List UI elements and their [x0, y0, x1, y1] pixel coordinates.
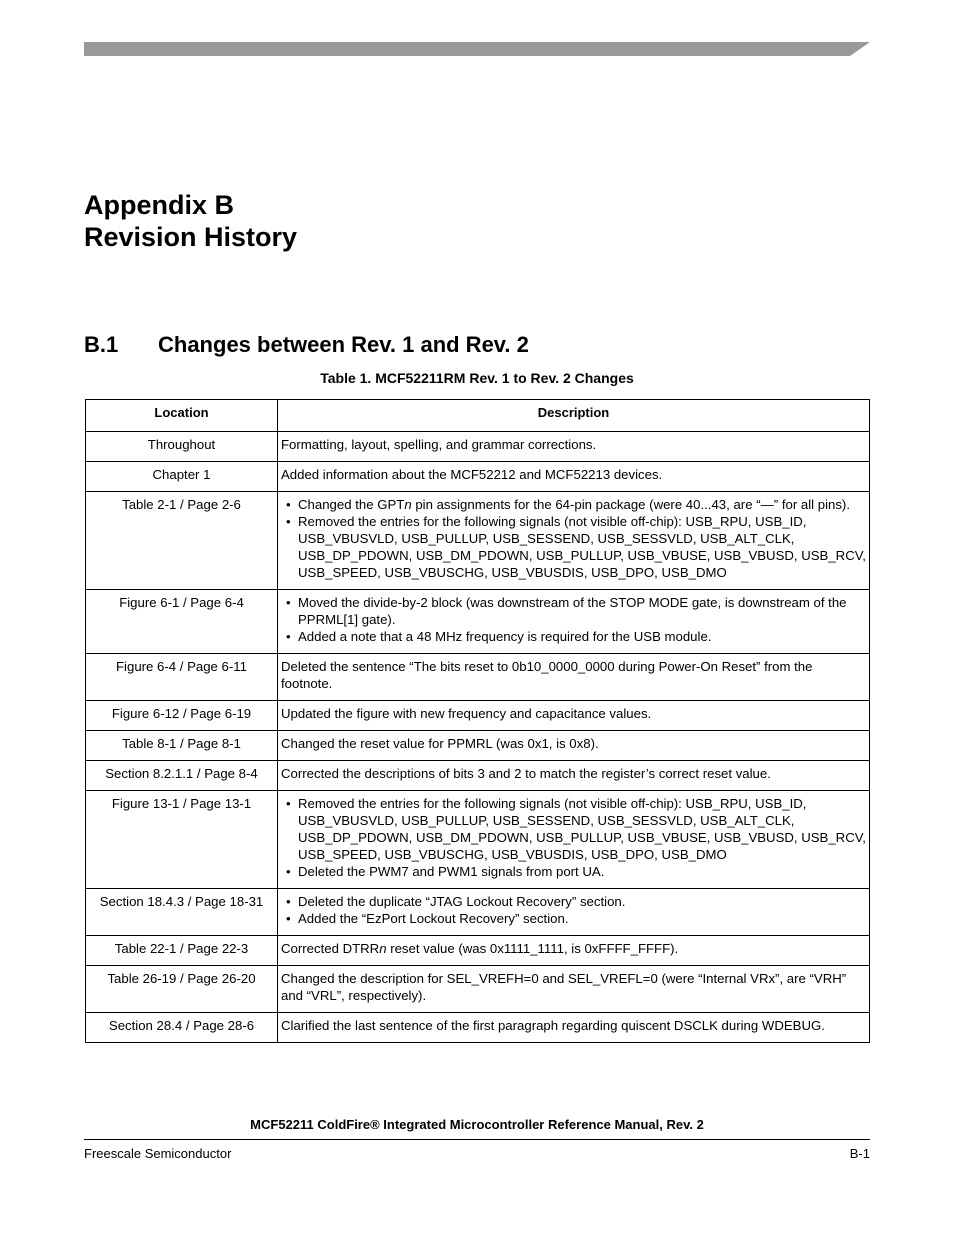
bullet-list — [281, 893, 866, 927]
cell-description — [278, 889, 870, 936]
appendix-title — [84, 189, 297, 253]
appendix-label: Appendix B — [84, 190, 235, 220]
header-bar — [84, 42, 870, 56]
column-header-location: Location — [86, 400, 278, 432]
cell-description: Updated the figure with new frequency and capacitance values. — [278, 701, 870, 731]
bullet-item: • Removed the entries for the following signals (not visible off-chip): USB_RPU, USB_ID, USB_VBUSVLD, USB_PULLUP, USB_SESSEND, USB_SESSVLD, USB_ALT_CLK, USB_DP_PDOWN, USB_DM_PDOWN, USB_PULLUP, USB_VBUSE, USB_VBUSD, USB_RCV, USB_SPEED, USB_VBUSCHG, USB_VBUSDIS, USB_DPO, USB_DMO — [281, 795, 866, 863]
bullet-item: • Deleted the PWM7 and PWM1 signals from port UA. — [281, 863, 866, 880]
cell-description: Changed the reset value for PPMRL (was 0x1, is 0x8). — [278, 731, 870, 761]
cell-location: Table 2-1 / Page 2-6 — [86, 492, 278, 590]
bullet-item: • Moved the divide-by-2 block (was downstream of the STOP MODE gate, is downstream of the PPRML[1] gate). — [281, 594, 866, 628]
cell-description: Added information about the MCF52212 and MCF52213 devices. — [278, 462, 870, 492]
cell-location: Table 8-1 / Page 8-1 — [86, 731, 278, 761]
table-row — [86, 432, 870, 462]
table-row — [86, 761, 870, 791]
table-body — [86, 432, 870, 1043]
table-row — [86, 701, 870, 731]
bullet-item: • Changed the GPTn pin assignments for the 64-pin package (were 40...43, are “—” for all pins). — [281, 496, 866, 513]
bullet-item: • Added the “EzPort Lockout Recovery” section. — [281, 910, 866, 927]
cell-location: Figure 6-1 / Page 6-4 — [86, 590, 278, 654]
section-heading — [84, 331, 529, 359]
footer-manual-title: MCF52211 ColdFire® Integrated Microcontroller Reference Manual, Rev. 2 — [250, 1117, 704, 1132]
cell-location: Figure 6-12 / Page 6-19 — [86, 701, 278, 731]
cell-location: Figure 6-4 / Page 6-11 — [86, 654, 278, 701]
cell-location: Throughout — [86, 432, 278, 462]
table-row — [86, 590, 870, 654]
appendix-subtitle: Revision History — [84, 222, 298, 252]
table-caption: Table 1. MCF52211RM Rev. 1 to Rev. 2 Changes — [320, 370, 634, 386]
cell-description: Changed the description for SEL_VREFH=0 and SEL_VREFL=0 (were “Internal VRx”, are “VRH” and “VRL”, respectively). — [278, 966, 870, 1013]
bullet-list — [281, 594, 866, 645]
cell-location: Chapter 1 — [86, 462, 278, 492]
cell-location: Section 18.4.3 / Page 18-31 — [86, 889, 278, 936]
table-row — [86, 966, 870, 1013]
cell-location: Section 8.2.1.1 / Page 8-4 — [86, 761, 278, 791]
table-row — [86, 936, 870, 966]
table-row — [86, 492, 870, 590]
column-header-description: Description — [278, 400, 870, 432]
bullet-item: • Added a note that a 48 MHz frequency is required for the USB module. — [281, 628, 866, 645]
table-row — [86, 889, 870, 936]
cell-description — [278, 791, 870, 889]
table-header-row — [86, 400, 870, 432]
bullet-list — [281, 496, 866, 581]
cell-description — [278, 590, 870, 654]
cell-description — [278, 492, 870, 590]
cell-location: Section 28.4 / Page 28-6 — [86, 1013, 278, 1043]
bullet-item: • Deleted the duplicate “JTAG Lockout Recovery” section. — [281, 893, 866, 910]
table-row — [86, 791, 870, 889]
cell-description: Deleted the sentence “The bits reset to 0b10_0000_0000 during Power-On Reset” from the footnote. — [278, 654, 870, 701]
cell-description: Clarified the last sentence of the first paragraph regarding quiscent DSCLK during WDEBUG. — [278, 1013, 870, 1043]
table-row — [86, 1013, 870, 1043]
footer-company: Freescale Semiconductor — [84, 1146, 232, 1161]
bullet-item: • Removed the entries for the following signals (not visible off-chip): USB_RPU, USB_ID, USB_VBUSVLD, USB_PULLUP, USB_SESSEND, USB_SESSVLD, USB_ALT_CLK, USB_DP_PDOWN, USB_DM_PDOWN, USB_PULLUP, USB_VBUSE, USB_VBUSD, USB_RCV, USB_SPEED, USB_VBUSCHG, USB_VBUSDIS, USB_DPO, USB_DMO — [281, 513, 866, 581]
table-row — [86, 731, 870, 761]
footer-page-number: B-1 — [849, 1146, 870, 1161]
table-row — [86, 654, 870, 701]
cell-description: Formatting, layout, spelling, and grammar corrections. — [278, 432, 870, 462]
footer-divider — [84, 1139, 870, 1140]
section-title: Changes between Rev. 1 and Rev. 2 — [158, 332, 529, 357]
cell-location: Figure 13-1 / Page 13-1 — [86, 791, 278, 889]
table-row — [86, 462, 870, 492]
cell-description: Corrected the descriptions of bits 3 and 2 to match the register’s correct reset value. — [278, 761, 870, 791]
cell-location: Table 26-19 / Page 26-20 — [86, 966, 278, 1013]
cell-description: Corrected DTRRn reset value (was 0x1111_1111, is 0xFFFF_FFFF). — [278, 936, 870, 966]
bullet-list — [281, 795, 866, 880]
revision-table — [85, 399, 870, 1043]
section-number: B.1 — [84, 332, 119, 357]
cell-location: Table 22-1 / Page 22-3 — [86, 936, 278, 966]
